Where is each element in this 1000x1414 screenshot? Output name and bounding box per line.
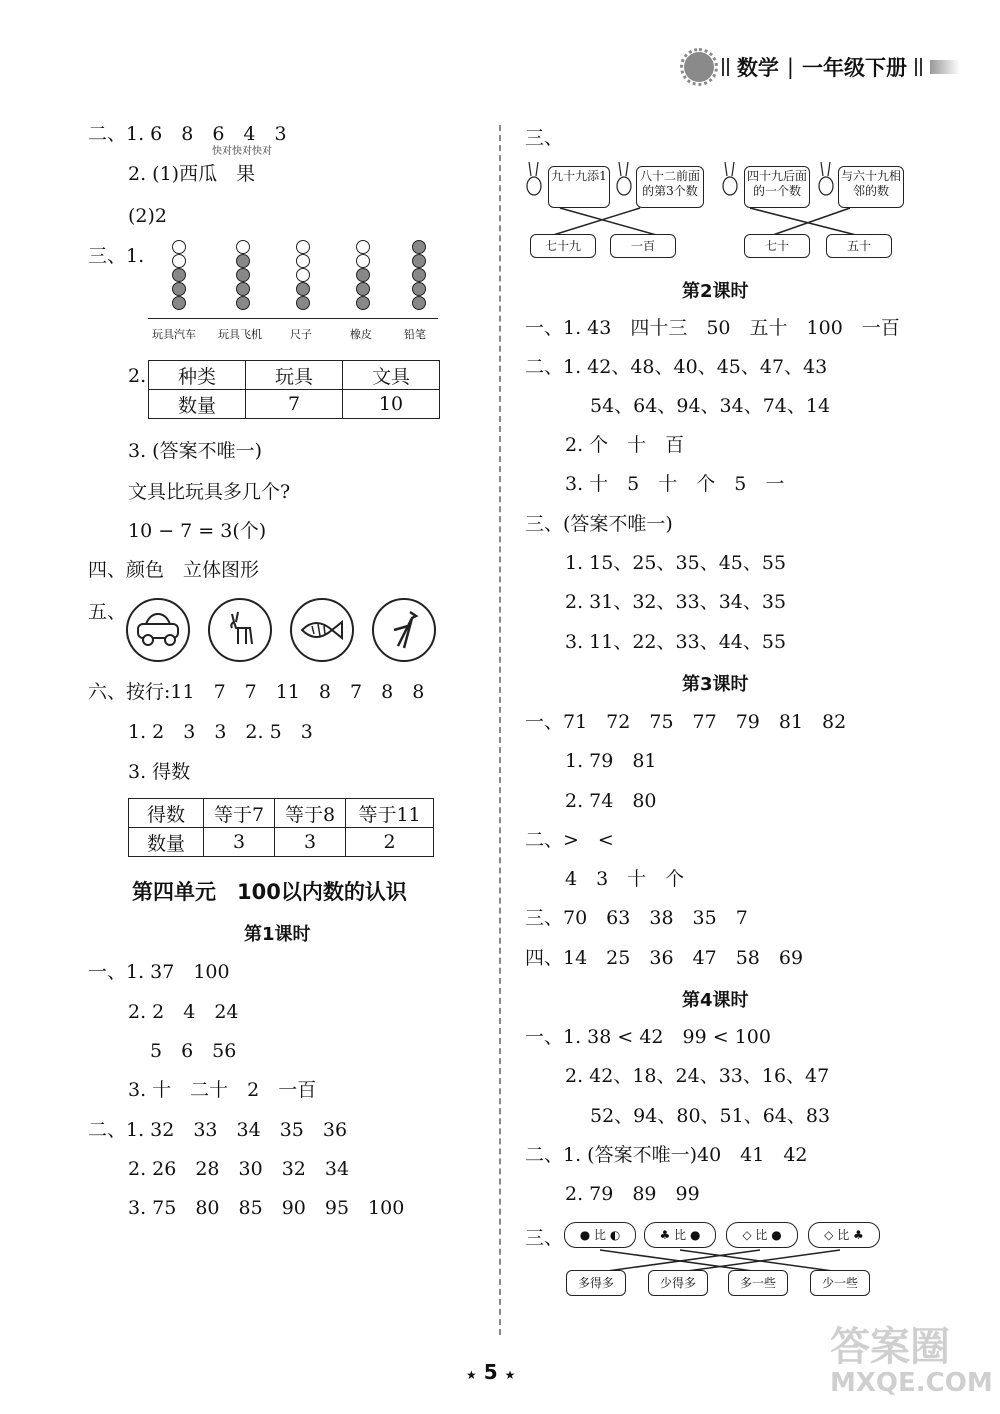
table-cell: 7 bbox=[246, 390, 343, 419]
rabbit-icon bbox=[617, 162, 631, 195]
bead bbox=[356, 268, 370, 282]
answer-line: 二、1. 42、48、40、45、47、43 bbox=[525, 356, 828, 378]
answer-line: 二、1. (答案不唯一)40 41 42 bbox=[525, 1144, 808, 1166]
rabbit-icon bbox=[527, 162, 541, 195]
answer-line: 三、1. bbox=[88, 245, 145, 267]
answer-line: 3. 75 80 85 90 95 100 bbox=[128, 1197, 405, 1219]
bead-label: 玩具飞机 bbox=[218, 328, 262, 341]
column-divider bbox=[499, 125, 501, 1335]
answer-line: 文具比玩具多几个? bbox=[128, 481, 291, 503]
answer-line: 二、> < bbox=[525, 829, 614, 851]
header-grade: 一年级下册 bbox=[802, 56, 907, 80]
lesson-title: 第4课时 bbox=[682, 990, 749, 1011]
divider-bars-icon bbox=[722, 58, 729, 76]
giraffe-icon bbox=[374, 600, 434, 660]
answer-line: 3. 11、22、33、44、55 bbox=[565, 631, 787, 653]
bead bbox=[296, 240, 310, 254]
handwritten-note: 快对快对快对 bbox=[212, 146, 272, 157]
header-fade-decoration bbox=[930, 60, 960, 74]
answer-line: 1. 15、25、35、45、55 bbox=[565, 552, 787, 574]
answer-line: 3. 得数 bbox=[128, 761, 191, 783]
answer-line: (2)2 bbox=[128, 205, 168, 227]
answer-line: 五、 bbox=[88, 601, 127, 623]
bead bbox=[296, 254, 310, 268]
bead bbox=[172, 240, 186, 254]
bead bbox=[412, 296, 426, 310]
bead bbox=[412, 240, 426, 254]
answer-line: 54、64、94、34、74、14 bbox=[590, 395, 831, 417]
table-cell: 等于11 bbox=[346, 799, 434, 828]
star-icon: ★ bbox=[504, 1368, 516, 1382]
car-icon bbox=[128, 600, 188, 660]
bead bbox=[296, 268, 310, 282]
compare-word: 比 bbox=[755, 1228, 768, 1242]
table-cell: 2 bbox=[346, 828, 434, 857]
bead bbox=[236, 240, 250, 254]
deer-picture bbox=[208, 598, 272, 662]
bead-label: 玩具汽车 bbox=[152, 328, 196, 341]
deer-icon bbox=[210, 600, 270, 660]
sun-logo-icon bbox=[684, 52, 714, 82]
table-cell: 3 bbox=[204, 828, 275, 857]
answer-line: 三、 bbox=[525, 127, 564, 149]
answer-line: 二、1. 32 33 34 35 36 bbox=[88, 1119, 348, 1141]
compare-word: 比 bbox=[837, 1228, 850, 1242]
bead bbox=[296, 282, 310, 296]
answer-line: 二、1. 6 8 6 4 3 bbox=[88, 123, 287, 145]
page-number bbox=[466, 1360, 515, 1384]
compare-box: ◇ 比 ● bbox=[726, 1222, 798, 1248]
rabbit-icon bbox=[723, 162, 737, 195]
lesson-title: 第1课时 bbox=[244, 924, 311, 945]
answer-line: 四、颜色 立体图形 bbox=[88, 559, 260, 581]
answer-line: 一、71 72 75 77 79 81 82 bbox=[525, 711, 847, 733]
watermark bbox=[830, 1325, 993, 1397]
answer-line: 四、14 25 36 47 58 69 bbox=[525, 947, 804, 969]
table-cell: 数量 bbox=[149, 390, 246, 419]
compare-box: ♣ 比 ● bbox=[644, 1222, 716, 1248]
table-cell: 种类 bbox=[149, 361, 246, 390]
answer-line: 1. 79 81 bbox=[565, 750, 657, 772]
bead-label: 铅笔 bbox=[404, 328, 426, 341]
clue-box: 与六十九相邻的数 bbox=[838, 166, 904, 208]
answer-line: 一、1. 37 100 bbox=[88, 961, 230, 983]
table-cell: 玩具 bbox=[246, 361, 343, 390]
answer-line: 一、1. 38 < 42 99 < 100 bbox=[525, 1026, 771, 1048]
table-cell: 文具 bbox=[343, 361, 440, 390]
fish-picture bbox=[290, 598, 354, 662]
table-cell: 等于7 bbox=[204, 799, 275, 828]
compare-answer-box: 少一些 bbox=[810, 1270, 870, 1296]
clue-box: 四十九后面的一个数 bbox=[744, 166, 810, 208]
bead bbox=[356, 296, 370, 310]
bead bbox=[172, 268, 186, 282]
answer-line: 2. 2 4 24 bbox=[128, 1001, 239, 1023]
answer-line: 三、70 63 38 35 7 bbox=[525, 907, 748, 929]
compare-answer-box: 多得多 bbox=[566, 1270, 626, 1296]
compare-answer-box: 多一些 bbox=[728, 1270, 788, 1296]
answer-line: 三、(答案不唯一) bbox=[525, 513, 673, 535]
table-cell: 数量 bbox=[129, 828, 204, 857]
page-header bbox=[684, 52, 960, 82]
answer-line: 2. 31、32、33、34、35 bbox=[565, 591, 787, 613]
car-picture bbox=[126, 598, 190, 662]
answer-line: 52、94、80、51、64、83 bbox=[590, 1105, 831, 1127]
answer-line: 2. 74 80 bbox=[565, 790, 657, 812]
bead bbox=[412, 254, 426, 268]
answer-line: 4 3 十 个 bbox=[565, 868, 685, 890]
bead bbox=[296, 296, 310, 310]
count-table bbox=[148, 360, 440, 419]
answer-line: 10 − 7 = 3(个) bbox=[128, 520, 267, 542]
fish-icon bbox=[292, 600, 352, 660]
result-table bbox=[128, 798, 434, 857]
bead-chart-baseline bbox=[148, 318, 438, 319]
table-cell: 10 bbox=[343, 390, 440, 419]
clue-box: 九十九添1 bbox=[548, 166, 610, 208]
answer-line: 3. 十 二十 2 一百 bbox=[128, 1079, 317, 1101]
answer-box: 七十九 bbox=[530, 234, 596, 258]
header-separator-icon: | bbox=[786, 55, 794, 79]
bead bbox=[236, 268, 250, 282]
answer-line: 2. (1)西瓜 果 bbox=[128, 163, 256, 185]
rabbit-icon bbox=[819, 162, 833, 195]
unit-title: 第四单元 100以内数的认识 bbox=[132, 880, 407, 904]
clue-box: 八十二前面的第3个数 bbox=[636, 166, 704, 208]
bead bbox=[172, 254, 186, 268]
answer-line: 2. 42、18、24、33、16、47 bbox=[565, 1065, 830, 1087]
bead bbox=[356, 240, 370, 254]
answer-box: 五十 bbox=[826, 234, 892, 258]
answer-line: 六、按行:11 7 7 11 8 7 8 8 bbox=[88, 681, 425, 703]
compare-word: 比 bbox=[593, 1228, 606, 1242]
bead-label: 橡皮 bbox=[350, 328, 372, 341]
bead-label: 尺子 bbox=[290, 328, 312, 341]
answer-line: 2. 26 28 30 32 34 bbox=[128, 1158, 350, 1180]
answer-line: 三、 bbox=[525, 1227, 564, 1249]
compare-answer-box: 少得多 bbox=[648, 1270, 708, 1296]
watermark-line: 答案圈 bbox=[830, 1324, 950, 1370]
answer-box: 一百 bbox=[610, 234, 676, 258]
bead bbox=[356, 282, 370, 296]
table-cell: 得数 bbox=[129, 799, 204, 828]
bead bbox=[236, 254, 250, 268]
divider-bars-icon bbox=[915, 58, 922, 76]
star-icon: ★ bbox=[466, 1368, 477, 1382]
bead bbox=[236, 296, 250, 310]
compare-box: ◇ 比 ♣ bbox=[808, 1222, 880, 1248]
table-cell: 3 bbox=[275, 828, 346, 857]
answer-line: 3. 十 5 十 个 5 一 bbox=[565, 473, 785, 495]
bead bbox=[236, 282, 250, 296]
compare-word: 比 bbox=[674, 1228, 687, 1242]
header-subject: 数学 bbox=[736, 56, 779, 80]
compare-box: ● 比 ◐ bbox=[564, 1222, 636, 1248]
answer-line: 1. 2 3 3 2. 5 3 bbox=[128, 721, 313, 743]
bead bbox=[172, 282, 186, 296]
answer-line: 5 6 56 bbox=[150, 1040, 237, 1062]
lesson-title: 第2课时 bbox=[682, 281, 749, 302]
bead bbox=[356, 254, 370, 268]
answer-line: 2. 79 89 99 bbox=[565, 1183, 700, 1205]
bead bbox=[412, 282, 426, 296]
answer-line: 一、1. 43 四十三 50 五十 100 一百 bbox=[525, 317, 900, 339]
bead bbox=[172, 296, 186, 310]
table-label: 2. bbox=[128, 365, 147, 387]
watermark-line: MXQE.COM bbox=[830, 1368, 993, 1398]
answer-line: 3. (答案不唯一) bbox=[128, 440, 262, 462]
giraffe-picture bbox=[372, 598, 436, 662]
table-cell: 等于8 bbox=[275, 799, 346, 828]
bead bbox=[412, 268, 426, 282]
page-number-value: 5 bbox=[483, 1360, 498, 1384]
lesson-title: 第3课时 bbox=[682, 674, 749, 695]
answer-box: 七十 bbox=[744, 234, 810, 258]
answer-line: 2. 个 十 百 bbox=[565, 434, 685, 456]
